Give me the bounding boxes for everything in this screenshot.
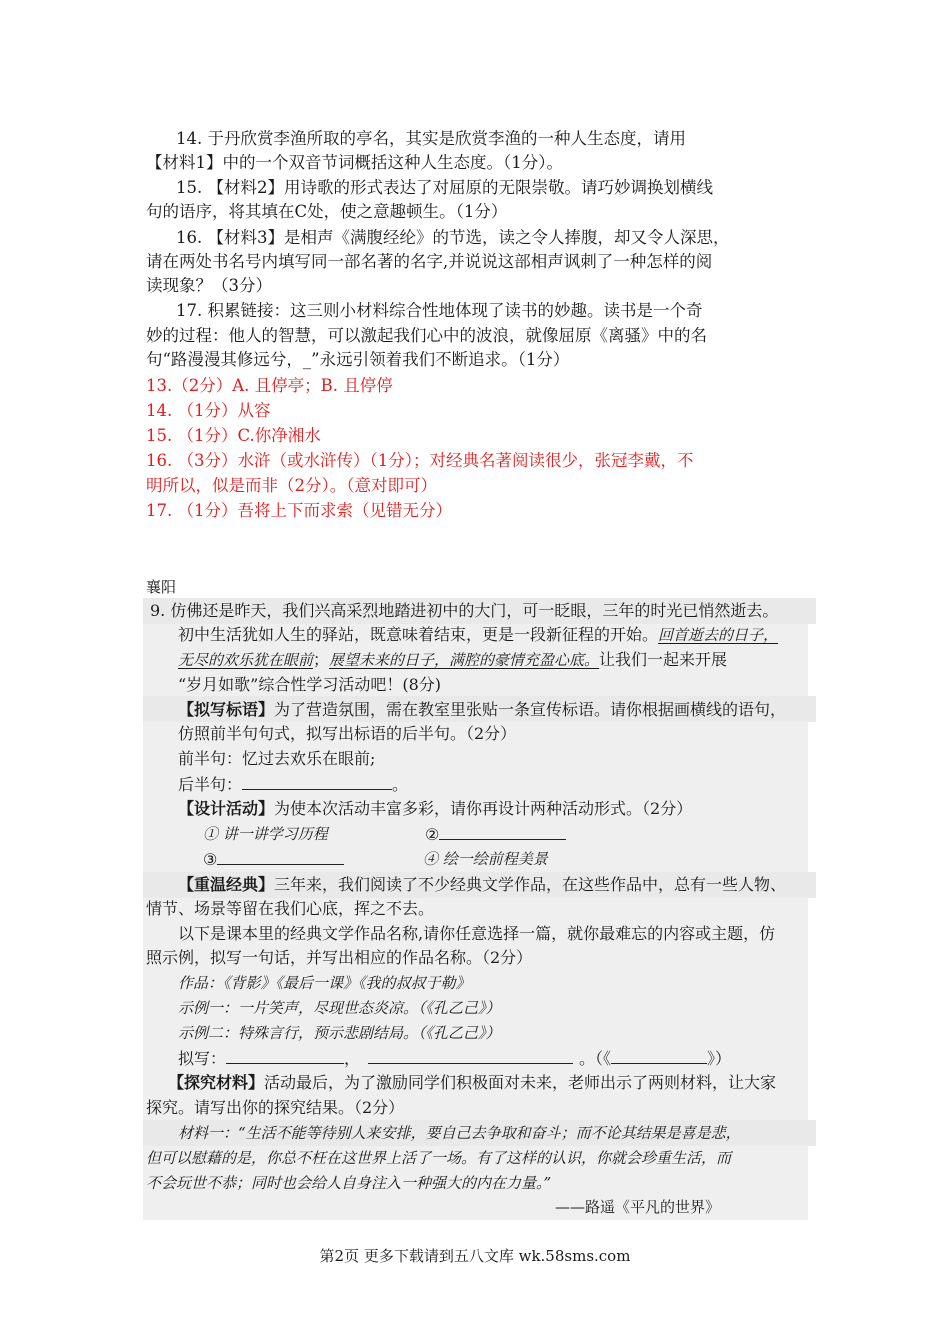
q9-s2-tag: 【设计活动】 [178, 799, 275, 818]
q9-s1-end: 。 [392, 775, 409, 794]
q9-s2-option-2 [425, 822, 566, 847]
q9-s3-close: 》） [707, 1049, 732, 1068]
section-label: 襄阳 [146, 578, 177, 596]
q9-s3-write [178, 1046, 731, 1071]
q16-line2: 请在两处书名号内填写同一部名著的名字,并说说这部相声讽刺了一种怎样的阅 [146, 252, 713, 271]
q9-s2-option-2-blank[interactable] [439, 822, 566, 840]
q9-semicolon: ； [313, 650, 330, 669]
q9-intro-2 [178, 623, 778, 647]
answer-16-line2: 明所以，似是而非（2分）。（意对即可） [146, 476, 437, 495]
q17-line2: 妙的过程：他人的智慧，可以激起我们心中的波浪，就像屈原《离骚》中的名 [146, 326, 707, 345]
q9-intro-4: “岁月如歌”综合性学习活动吧！(8分) [178, 675, 442, 694]
q9-s4-source: ——路遥《平凡的世界》 [555, 1198, 721, 1216]
q9-s3-example-2: 示例二：特殊言行，预示悲剧结局。（《孔乙己》） [178, 1024, 501, 1042]
q9-s1-back-label: 后半句： [178, 775, 243, 794]
q9-s3-tag: 【重温经典】 [178, 875, 275, 894]
q9-s1-line2: 仿照前半句句式，拟写出标语的后半句。（2分） [178, 724, 517, 743]
q9-s4-material-2: 但可以慰藉的是，你总不枉在这世界上活了一场。有了这样的认识，你就会珍重生活，而 [146, 1149, 732, 1167]
q9-s1-line1 [178, 698, 786, 722]
answer-14: 14. （1分）从容 [146, 401, 271, 420]
q9-s4-line1 [168, 1071, 776, 1095]
q9-intro-3 [178, 648, 727, 672]
q9-s4-tag: 【探究材料】 [168, 1073, 265, 1092]
q17-line3: 句“路漫漫其修远兮，_”永远引领着我们不断追求。（1分） [146, 350, 570, 369]
q9-underlined-phrase-3: 展望未来的日子，满腔的豪情充盈心底。 [329, 651, 600, 669]
q15-line1: 15. 【材料2】用诗歌的形式表达了对屈原的无限崇敬。请巧妙调换划横线 [176, 178, 713, 197]
q14-line1: 14. 于丹欣赏李渔所取的亭名，其实是欣赏李渔的一种人生态度，请用 [176, 129, 686, 148]
q16-line3: 读现象？（3分） [146, 276, 272, 295]
q9-s2-line1 [178, 797, 692, 821]
q9-s2-option-2-label: ② [425, 825, 440, 844]
q9-intro-1: 9. 仿佛还是昨天，我们兴高采烈地踏进初中的大门，可一眨眼，三年的时光已悄然逝去。 [150, 601, 779, 620]
answer-17: 17. （1分）吾将上下而求索（见错无分） [146, 501, 452, 520]
q9-s3-blank-1[interactable] [226, 1046, 344, 1064]
q9-s1-answer-blank[interactable] [242, 772, 392, 790]
q9-s1-tag: 【拟写标语】 [178, 700, 275, 719]
q9-s1-text: 为了营造氛围，需在教室里张贴一条宣传标语。请你根据画横线的语句， [274, 700, 787, 719]
q9-intro-2a: 初中生活犹如人生的驿站，既意味着结束，更是一段新征程的开始。 [178, 625, 659, 644]
q9-s2-option-3-label: ③ [203, 850, 218, 869]
q9-s3-comma: ， [344, 1049, 361, 1068]
q9-s1-back [178, 772, 408, 797]
answer-15: 15. （1分）C.你净湘水 [146, 426, 321, 445]
q9-s3-line3: 以下是课本里的经典文学作品名称,请你任意选择一篇，就你最难忘的内容或主题，仿 [178, 924, 776, 943]
q9-s4-material-1: 材料一：“生活不能等待别人来安排，要自己去争取和奋斗；而不论其结果是喜是悲， [178, 1124, 741, 1142]
q9-s3-line4: 照示例，拟写一句话，并写出相应的作品名称。（2分） [146, 948, 533, 967]
q9-s4-material-3: 不会玩世不恭；同时也会给人自身注入一种强大的内在力量。” [146, 1174, 552, 1192]
q9-s3-write-label: 拟写： [178, 1049, 227, 1068]
q15-line2: 句的语序，将其填在C处，使之意趣顿生。（1分） [146, 202, 508, 221]
q9-s2-option-3 [203, 847, 344, 872]
q9-underlined-phrase-1: 回首逝去的日子， [658, 626, 779, 644]
q9-s3-line2: 情节、场景等留在我们心底，挥之不去。 [146, 899, 435, 918]
q9-s3-blank-2[interactable] [368, 1046, 573, 1064]
q9-s4-text: 活动最后，为了激励同学们积极面对未来，老师出示了两则材料，让大家 [264, 1073, 777, 1092]
answer-13: 13.（2分）A. 且停亭；B. 且停停 [146, 376, 393, 395]
q9-s3-works: 作品：《背影》《最后一课》《我的叔叔于勒》 [178, 974, 471, 992]
q16-line1: 16. 【材料3】是相声《满腹经纶》的节选，读之令人捧腹，却又令人深思， [176, 228, 730, 247]
q9-s3-example-1: 示例一：一片笑声，尽现世态炎凉。（《孔乙己》） [178, 999, 501, 1017]
q9-s2-option-4: ④ 绘一绘前程美景 [423, 850, 548, 868]
page-footer: 第2页 更多下载请到五八文库 wk.58sms.com [319, 1247, 631, 1265]
q9-s2-option-1: ① 讲一讲学习历程 [203, 825, 328, 843]
q9-s3-line1 [178, 873, 786, 897]
q9-intro-3d: 让我们一起来开展 [599, 650, 728, 669]
q9-s3-end: 。（《 [579, 1049, 612, 1068]
answer-16-line1: 16. （3分）水浒（或水浒传）（1分）；对经典名著阅读很少，张冠李戴，不 [146, 451, 694, 470]
q9-s3-work-blank[interactable] [611, 1046, 707, 1064]
q9-s1-front: 前半句：忆过去欢乐在眼前; [178, 749, 376, 768]
q14-line2: 【材料1】中的一个双音节词概括这种人生态度。（1分）。 [146, 153, 563, 172]
q9-s4-line2: 探究。请写出你的探究结果。（2分） [146, 1098, 405, 1117]
q9-s2-text: 为使本次活动丰富多彩，请你再设计两种活动形式。（2分） [274, 799, 693, 818]
q17-line1: 17. 积累链接：这三则小材料综合性地体现了读书的妙趣。读书是一个奇 [176, 301, 703, 320]
q9-underlined-phrase-2: 无尽的欢乐犹在眼前 [178, 651, 314, 669]
q9-s3-text: 三年来，我们阅读了不少经典文学作品，在这些作品中，总有一些人物、 [274, 875, 787, 894]
q9-s2-option-3-blank[interactable] [217, 847, 344, 865]
